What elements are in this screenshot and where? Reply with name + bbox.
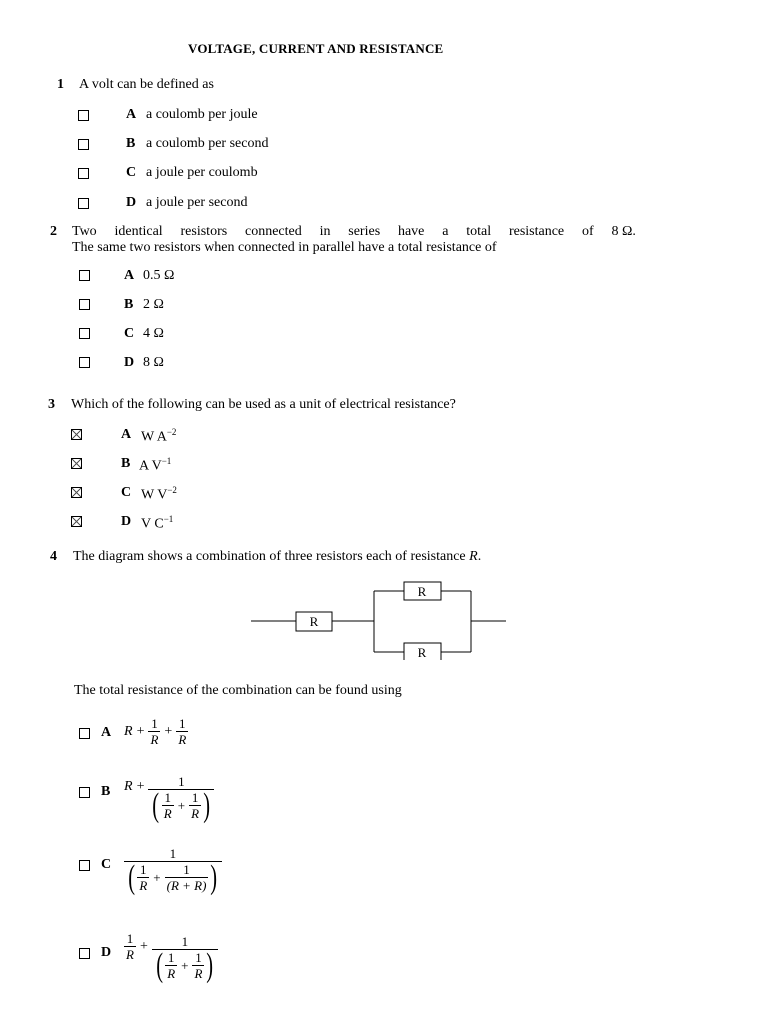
option-letter: C: [101, 857, 112, 872]
option-letter: B: [121, 456, 131, 471]
option-letter: A: [126, 107, 137, 122]
option-letter: D: [126, 195, 137, 210]
answer-checkbox-d[interactable]: [78, 198, 89, 209]
option-letter: A: [101, 725, 112, 740]
answer-checkbox-b[interactable]: [71, 458, 82, 469]
option-letter: C: [121, 485, 132, 500]
question-number: 4: [50, 549, 57, 564]
answer-checkbox-b[interactable]: [78, 139, 89, 150]
option-text: a joule per coulomb: [146, 165, 258, 180]
formula-b: R + 1 ( $\frac{1}{R}$ + $\frac{1}{R}$ ): [124, 774, 214, 821]
option-letter: C: [126, 165, 137, 180]
option-unit: V $C^{-1}$: [141, 514, 174, 532]
option-letter: A: [124, 268, 135, 283]
option-letter: D: [101, 945, 112, 960]
option-text: a joule per second: [146, 195, 248, 210]
answer-checkbox-a[interactable]: [78, 110, 89, 121]
answer-checkbox-c[interactable]: [79, 860, 90, 871]
formula-c: 1 ( $\frac{1}{R}$ + $\frac{1}{(R + R)}$ ): [124, 846, 222, 893]
option-unit: W $A^{-2}$: [141, 427, 177, 445]
option-text: a coulomb per second: [146, 136, 269, 151]
option-unit: A $V^{-1}$: [139, 456, 172, 474]
answer-checkbox-b[interactable]: [79, 787, 90, 798]
page-title: VOLTAGE, CURRENT AND RESISTANCE: [188, 41, 444, 56]
option-text: 4 Ω: [143, 326, 164, 341]
answer-checkbox-c[interactable]: [71, 487, 82, 498]
option-letter: B: [126, 136, 136, 151]
option-letter: D: [124, 355, 135, 370]
answer-checkbox-c[interactable]: [79, 328, 90, 339]
option-letter: A: [121, 427, 132, 442]
resistor-bottom-label: R: [417, 645, 427, 660]
formula-a: R + $\frac{1}{R}$ + $\frac{1}{R}$: [124, 716, 187, 747]
question-number: 3: [48, 397, 55, 412]
answer-checkbox-a[interactable]: [79, 270, 90, 281]
option-text: a coulomb per joule: [146, 107, 258, 122]
question-followup: The total resistance of the combination can be found using: [74, 683, 402, 698]
option-letter: D: [121, 514, 132, 529]
answer-checkbox-d[interactable]: [79, 948, 90, 959]
option-letter: C: [124, 326, 135, 341]
option-text: 2 Ω: [143, 297, 164, 312]
question-number: 1: [57, 77, 64, 92]
question-text-line2: The same two resistors when connected in parallel have a total resistance of: [72, 240, 497, 255]
resistor-circuit-diagram: [0, 580, 768, 660]
answer-checkbox-d[interactable]: [79, 357, 90, 368]
formula-d: $\frac{1}{R}$ + 1 ( $\frac{1}{R}$ + $\frac{1}{R}$ ): [124, 934, 218, 981]
question-text: The diagram shows a combination of three resistors each of resistance R.: [73, 549, 482, 564]
answer-checkbox-c[interactable]: [78, 168, 89, 179]
resistor-series-label: R: [309, 614, 319, 629]
option-unit: W $V^{-2}$: [141, 485, 177, 503]
question-number: 2: [50, 224, 57, 239]
answer-checkbox-d[interactable]: [71, 516, 82, 527]
option-text: 8 Ω: [143, 355, 164, 370]
option-text: 0.5 Ω: [143, 268, 175, 283]
option-letter: B: [101, 784, 111, 799]
question-text: A volt can be defined as: [79, 77, 214, 92]
answer-checkbox-a[interactable]: [71, 429, 82, 440]
question-text-line1: Two identical resistors connected in series have a total resistance of 8 Ω.: [72, 224, 636, 239]
option-letter: B: [124, 297, 134, 312]
resistor-top-label: R: [417, 584, 427, 599]
question-text: Which of the following can be used as a unit of electrical resistance?: [71, 397, 456, 412]
answer-checkbox-b[interactable]: [79, 299, 90, 310]
answer-checkbox-a[interactable]: [79, 728, 90, 739]
